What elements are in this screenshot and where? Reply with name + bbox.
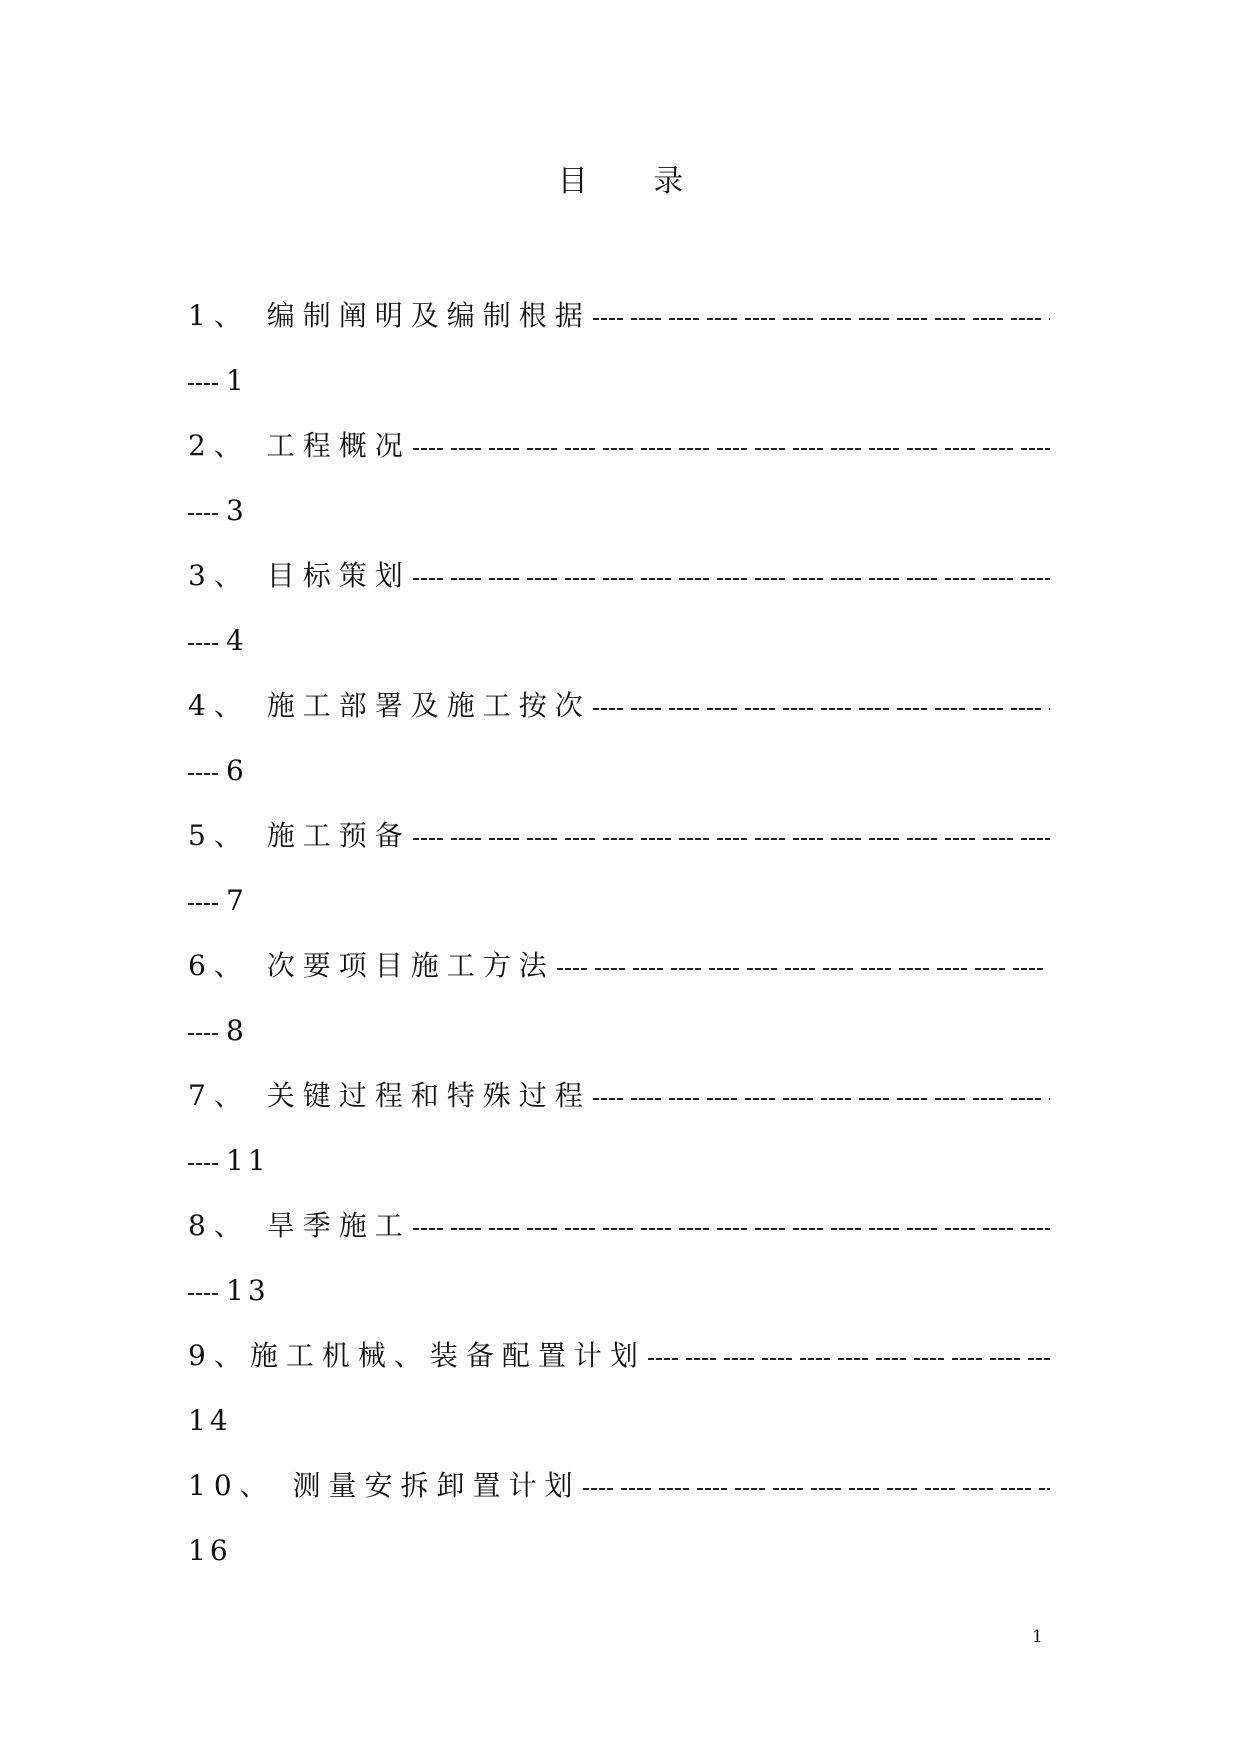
toc-entry[interactable] <box>188 1466 1050 1596</box>
toc-entry-continuation <box>188 1401 232 1441</box>
toc-entry[interactable] <box>188 816 1050 946</box>
toc-entry-label: 1、 编制阐明及编制根据 <box>188 299 591 332</box>
toc-entry-continuation <box>188 361 248 401</box>
toc-entry[interactable] <box>188 1336 1050 1466</box>
dot-leader <box>413 816 1050 856</box>
toc-entry-line <box>188 426 1050 466</box>
toc-entry-line <box>188 1466 1050 1506</box>
continuation-leader <box>188 751 224 791</box>
toc-entry[interactable] <box>188 556 1050 686</box>
toc-entry-line <box>188 946 1050 986</box>
toc-entry-label: 9、施工机械、装备配置计划 <box>188 1339 646 1372</box>
toc-entry-line <box>188 1336 1050 1376</box>
dot-leader <box>413 1206 1050 1246</box>
page-title: 目 录 <box>557 164 712 199</box>
toc-entry-label: 10、 测量安拆卸置计划 <box>188 1469 581 1502</box>
dot-leader <box>648 1336 1050 1376</box>
continuation-leader <box>188 1271 224 1311</box>
dot-leader <box>593 296 1050 336</box>
continuation-leader <box>188 1141 224 1181</box>
toc-page-number: 8 <box>226 1014 248 1047</box>
toc-entry-label: 3、 目标策划 <box>188 559 411 592</box>
toc-page-number: 4 <box>226 624 248 657</box>
dot-leader <box>583 1466 1050 1506</box>
dot-leader <box>593 686 1050 726</box>
toc-entry-line <box>188 1076 1050 1116</box>
continuation-leader <box>188 491 224 531</box>
toc-entry[interactable] <box>188 1206 1050 1336</box>
toc-entry-line <box>188 686 1050 726</box>
page-number: 1 <box>1032 1627 1043 1647</box>
toc-page-number: 1 <box>226 364 248 397</box>
toc-entry-label: 2、 工程概况 <box>188 429 411 462</box>
toc-page-number: 7 <box>226 884 248 917</box>
toc-entry-continuation <box>188 751 248 791</box>
toc-entry-continuation <box>188 621 248 661</box>
continuation-leader <box>188 881 224 921</box>
dot-leader <box>593 1076 1050 1116</box>
continuation-leader <box>188 1011 224 1051</box>
toc-entry-label: 6、 次要项目施工方法 <box>188 949 555 982</box>
toc-entry-continuation <box>188 1531 232 1571</box>
toc-entry-label: 4、 施工部署及施工按次 <box>188 689 591 722</box>
dot-leader <box>413 426 1050 466</box>
toc-entry[interactable] <box>188 686 1050 816</box>
toc-entry-label: 8、 旱季施工 <box>188 1209 411 1242</box>
toc-entry-line <box>188 556 1050 596</box>
toc-entry-continuation <box>188 1141 270 1181</box>
toc-entry[interactable] <box>188 296 1050 426</box>
toc-page-number: 16 <box>188 1534 232 1567</box>
toc-page-number: 11 <box>226 1144 270 1177</box>
toc-entry-continuation <box>188 1011 248 1051</box>
dot-leader <box>413 556 1050 596</box>
toc-page-number: 14 <box>188 1404 232 1437</box>
toc-page-number: 6 <box>226 754 248 787</box>
continuation-leader <box>188 621 224 661</box>
continuation-leader <box>188 361 224 401</box>
toc-entry-line <box>188 296 1050 336</box>
toc-entry-continuation <box>188 881 248 921</box>
toc-page-number: 13 <box>226 1274 270 1307</box>
toc-entry-label: 7、 关键过程和特殊过程 <box>188 1079 591 1112</box>
toc-entry-line <box>188 816 1050 856</box>
toc-entry-line <box>188 1206 1050 1246</box>
table-of-contents <box>188 296 1050 1596</box>
dot-leader <box>557 946 1050 986</box>
toc-entry[interactable] <box>188 426 1050 556</box>
toc-entry[interactable] <box>188 1076 1050 1206</box>
toc-entry-continuation <box>188 1271 270 1311</box>
toc-entry[interactable] <box>188 946 1050 1076</box>
toc-entry-continuation <box>188 491 248 531</box>
toc-entry-label: 5、 施工预备 <box>188 819 411 852</box>
toc-page-number: 3 <box>226 494 248 527</box>
